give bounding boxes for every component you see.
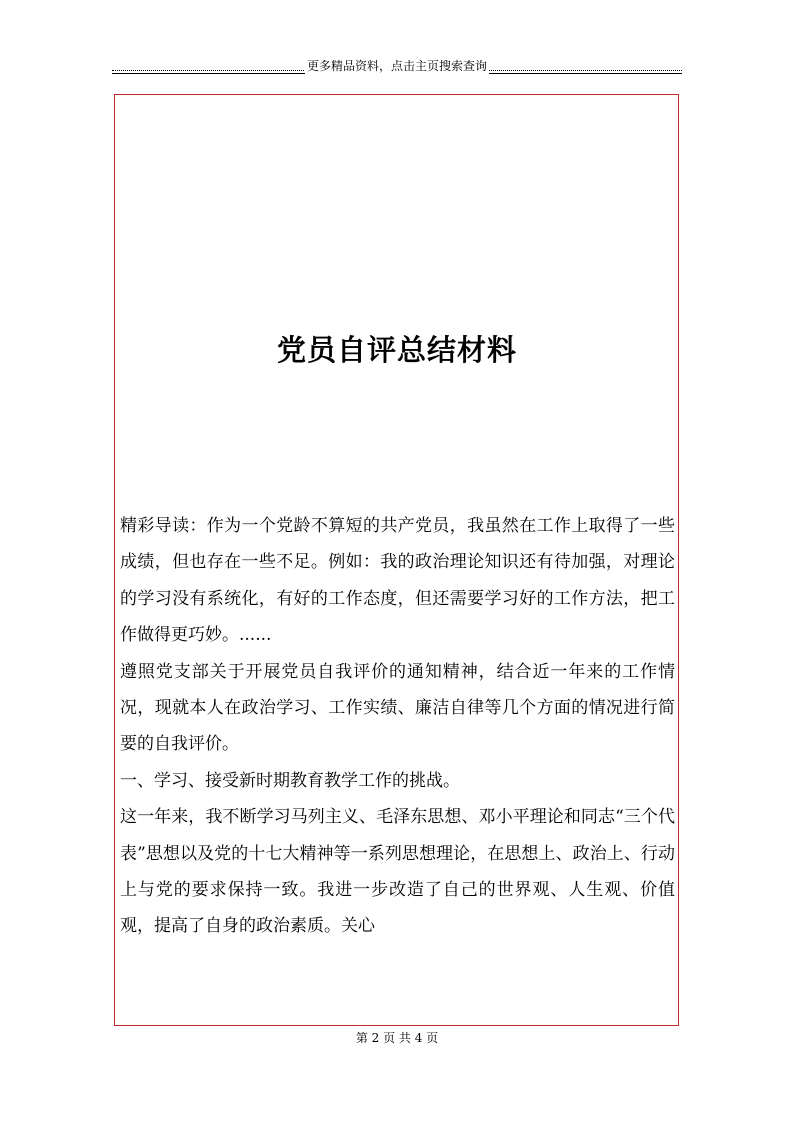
document-body: [120, 508, 675, 945]
paragraph-intro: 精彩导读：作为一个党龄不算短的共产党员，我虽然在工作上取得了一些成绩，但也存在一些不足。例如：我的政治理论知识还有待加强，对理论的学习没有系统化，有好的工作态度，但还需要学习好的工作方法，把工作做得更巧妙。......: [120, 516, 675, 646]
document-title: 党员自评总结材料: [276, 333, 517, 367]
paragraph-purpose: 遵照党支部关于开展党员自我评价的通知精神，结合近一年来的工作情况，现就本人在政治学习、工作实绩、廉洁自律等几个方面的情况进行简要的自我评价。: [120, 661, 675, 755]
page-header: [112, 58, 682, 76]
page-number: 第 2 页 共 4 页: [355, 1031, 439, 1045]
paragraph-section-heading: 一、学习、接受新时期教育教学工作的挑战。: [120, 770, 460, 791]
paragraph-study: 这一年来，我不断学习马列主义、毛泽东思想、邓小平理论和同志“三个代表”思想以及党的十七大精神等一系列思想理论，在思想上、政治上、行动上与党的要求保持一致。我进一步改造了自己的世界观、人生观、价值观，提高了自身的政治素质。关心: [120, 807, 675, 937]
header-promo-text: 更多精品资料，点击主页搜索查询: [306, 59, 488, 73]
